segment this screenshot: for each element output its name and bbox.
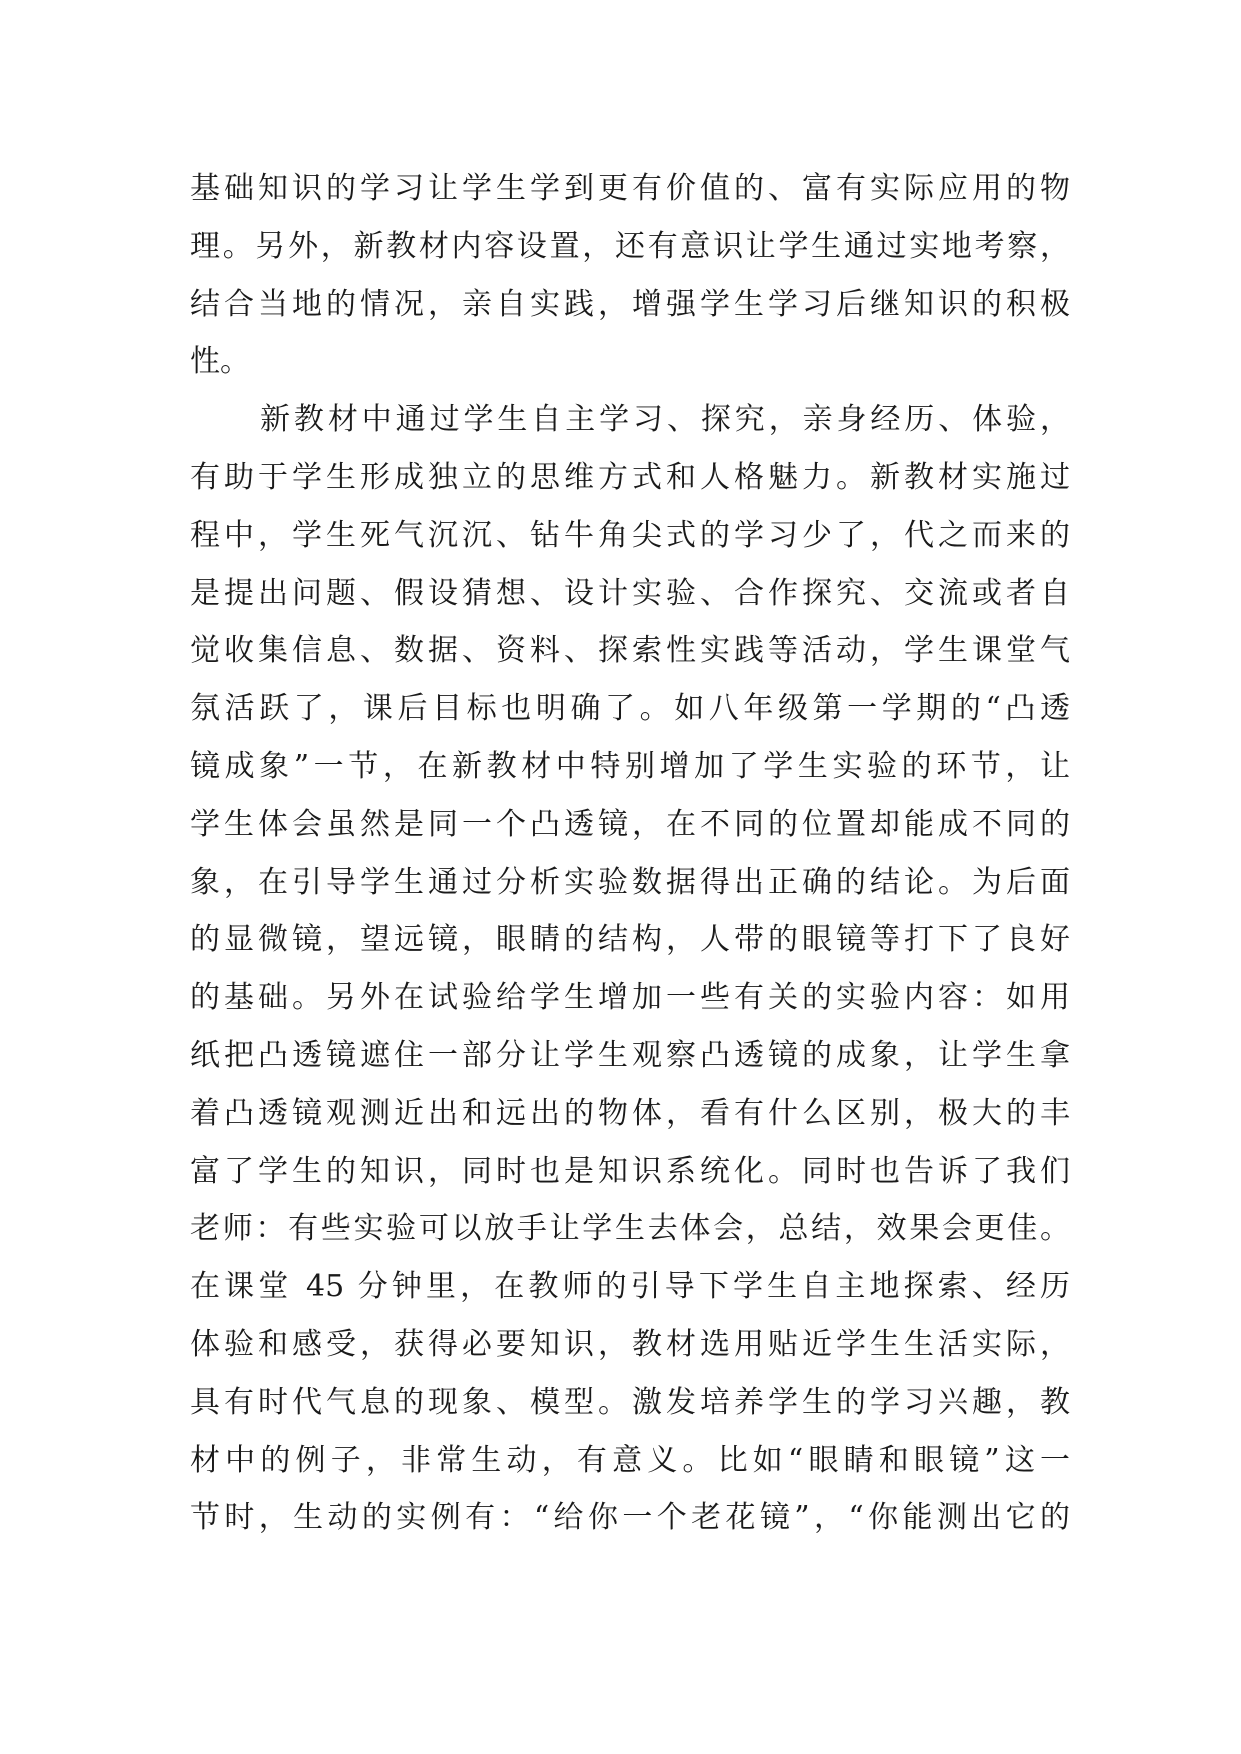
text-line: 程中，学生死气沉沉、钻牛角尖式的学习少了，代之而来的 bbox=[190, 517, 1070, 553]
text-line: 具有时代气息的现象、模型。激发培养学生的学习兴趣，教 bbox=[190, 1384, 1070, 1420]
text-line: 结合当地的情况，亲自实践，增强学生学习后继知识的积极 bbox=[190, 286, 1070, 322]
text-line: 象，在引导学生通过分析实验数据得出正确的结论。为后面 bbox=[190, 864, 1070, 900]
text-line: 节时，生动的实例有：“给你一个老花镜”，“你能测出它的 bbox=[190, 1500, 1070, 1536]
text-line: 有助于学生形成独立的思维方式和人格魅力。新教材实施过 bbox=[190, 459, 1070, 495]
text-line: 的基础。另外在试验给学生增加一些有关的实验内容：如用 bbox=[190, 980, 1070, 1016]
text-line: 是提出问题、假设猜想、设计实验、合作探究、交流或者自 bbox=[190, 575, 1070, 611]
text-line: 着凸透镜观测近出和远出的物体，看有什么区别，极大的丰 bbox=[190, 1095, 1070, 1131]
text-line: 氛活跃了，课后目标也明确了。如八年级第一学期的“凸透 bbox=[190, 691, 1070, 727]
text-line: 在课堂 45 分钟里，在教师的引导下学生自主地探索、经历 bbox=[190, 1269, 1070, 1305]
paragraph-start-line: 新教材中通过学生自主学习、探究，亲身经历、体验， bbox=[260, 402, 1070, 438]
text-line: 学生体会虽然是同一个凸透镜，在不同的位置却能成不同的 bbox=[190, 806, 1070, 842]
text-line: 镜成象”一节，在新教材中特别增加了学生实验的环节，让 bbox=[190, 748, 1070, 784]
text-line: 纸把凸透镜遮住一部分让学生观察凸透镜的成象，让学生拿 bbox=[190, 1037, 1070, 1073]
text-line: 材中的例子，非常生动，有意义。比如“眼睛和眼镜”这一 bbox=[190, 1442, 1070, 1478]
text-line: 老师：有些实验可以放手让学生去体会，总结，效果会更佳。 bbox=[190, 1211, 1070, 1247]
body-text bbox=[190, 160, 1070, 1547]
text-line: 富了学生的知识，同时也是知识系统化。同时也告诉了我们 bbox=[190, 1153, 1070, 1189]
text-line: 觉收集信息、数据、资料、探索性实践等活动，学生课堂气 bbox=[190, 633, 1070, 669]
text-line: 性。 bbox=[190, 344, 250, 380]
text-line: 基础知识的学习让学生学到更有价值的、富有实际应用的物 bbox=[190, 171, 1070, 206]
text-line: 体验和感受，获得必要知识，教材选用贴近学生生活实际， bbox=[190, 1326, 1070, 1362]
text-line: 的显微镜，望远镜，眼睛的结构，人带的眼镜等打下了良好 bbox=[190, 922, 1070, 958]
text-line: 理。另外，新教材内容设置，还有意识让学生通过实地考察， bbox=[190, 228, 1070, 264]
